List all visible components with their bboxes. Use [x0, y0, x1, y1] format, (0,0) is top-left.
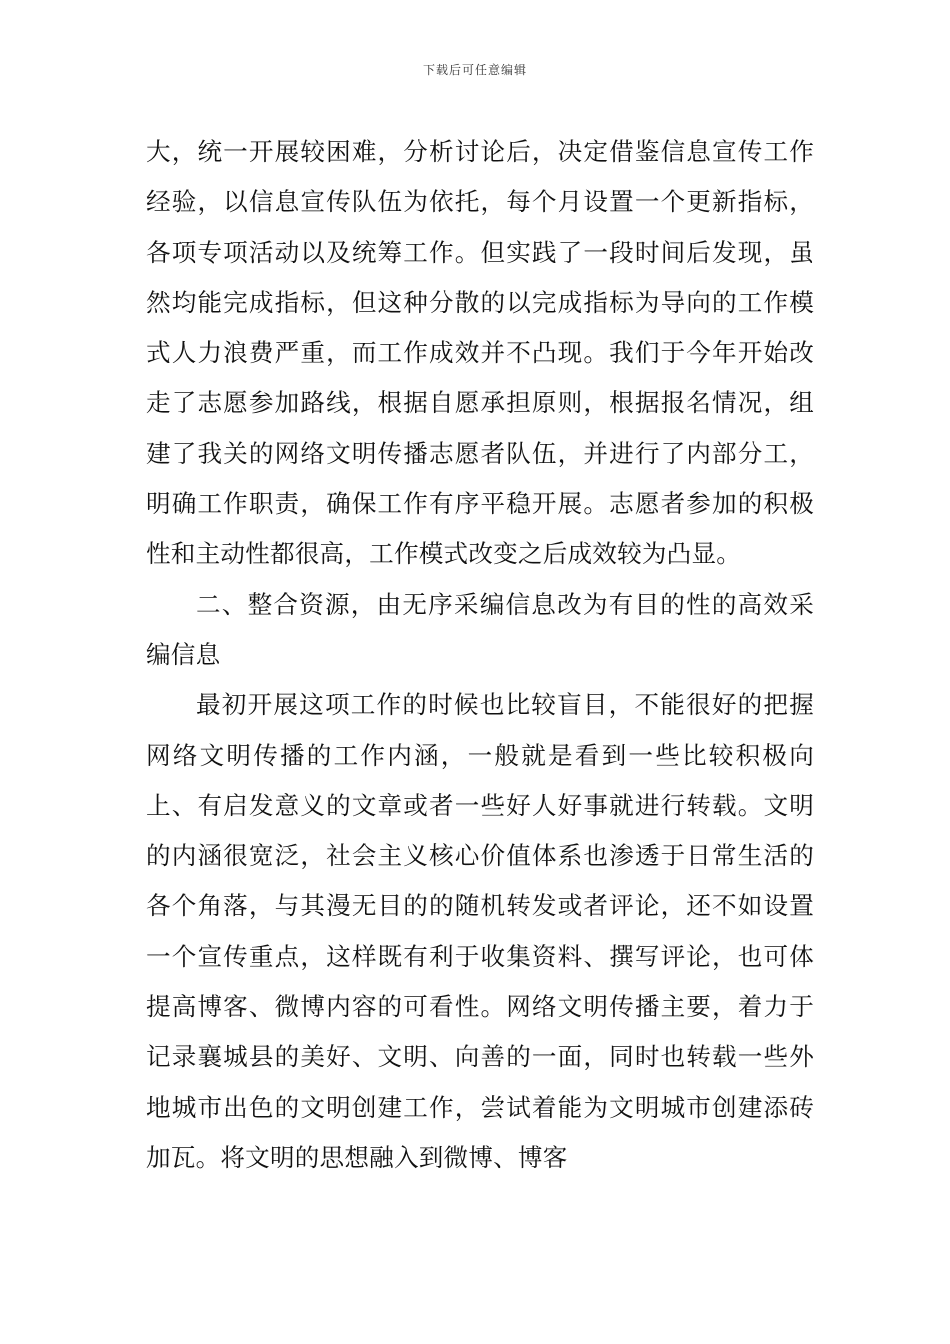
paragraph-continuation: 大，统一开展较困难，分析讨论后，决定借鉴信息宣传工作经验，以信息宣传队伍为依托，每个月设置一个更新指标，各项专项活动以及统筹工作。但实践了一段时间后发现，虽然均能完成指标，但这种分散的以完成指标为导向的工作模式人力浪费严重，而工作成效并不凸现。我们于今年开始改走了志愿参加路线，根据自愿承担原则，根据报名情况，组建了我关的网络文明传播志愿者队伍，并进行了内部分工，明确工作职责，确保工作有序平稳开展。志愿者参加的积极性和主动性都很高，工作模式改变之后成效较为凸显。 [146, 137, 814, 569]
page-header: 下载后可任意编辑 [422, 63, 527, 77]
paragraph: 最初开展这项工作的时候也比较盲目，不能很好的把握网络文明传播的工作内涵，一般就是看到一些比较积极向上、有启发意义的文章或者一些好人好事就进行转载。文明的内涵很宽泛，社会主义核心价值体系也渗透于日常生活的各个角落，与其漫无目的的随机转发或者评论，还不如设置一个宣传重点，这样既有利于收集资料、撰写评论，也可体提高博客、微博内容的可看性。网络文明传播主要，着力于记录襄城县的美好、文明、向善的一面，同时也转载一些外地城市出色的文明创建工作，尝试着能为文明城市创建添砖加瓦。将文明的思想融入到微博、博客 [146, 690, 814, 1172]
document-body [146, 127, 814, 1183]
section-heading: 二、整合资源，由无序采编信息改为有目的性的高效采编信息 [146, 589, 814, 669]
